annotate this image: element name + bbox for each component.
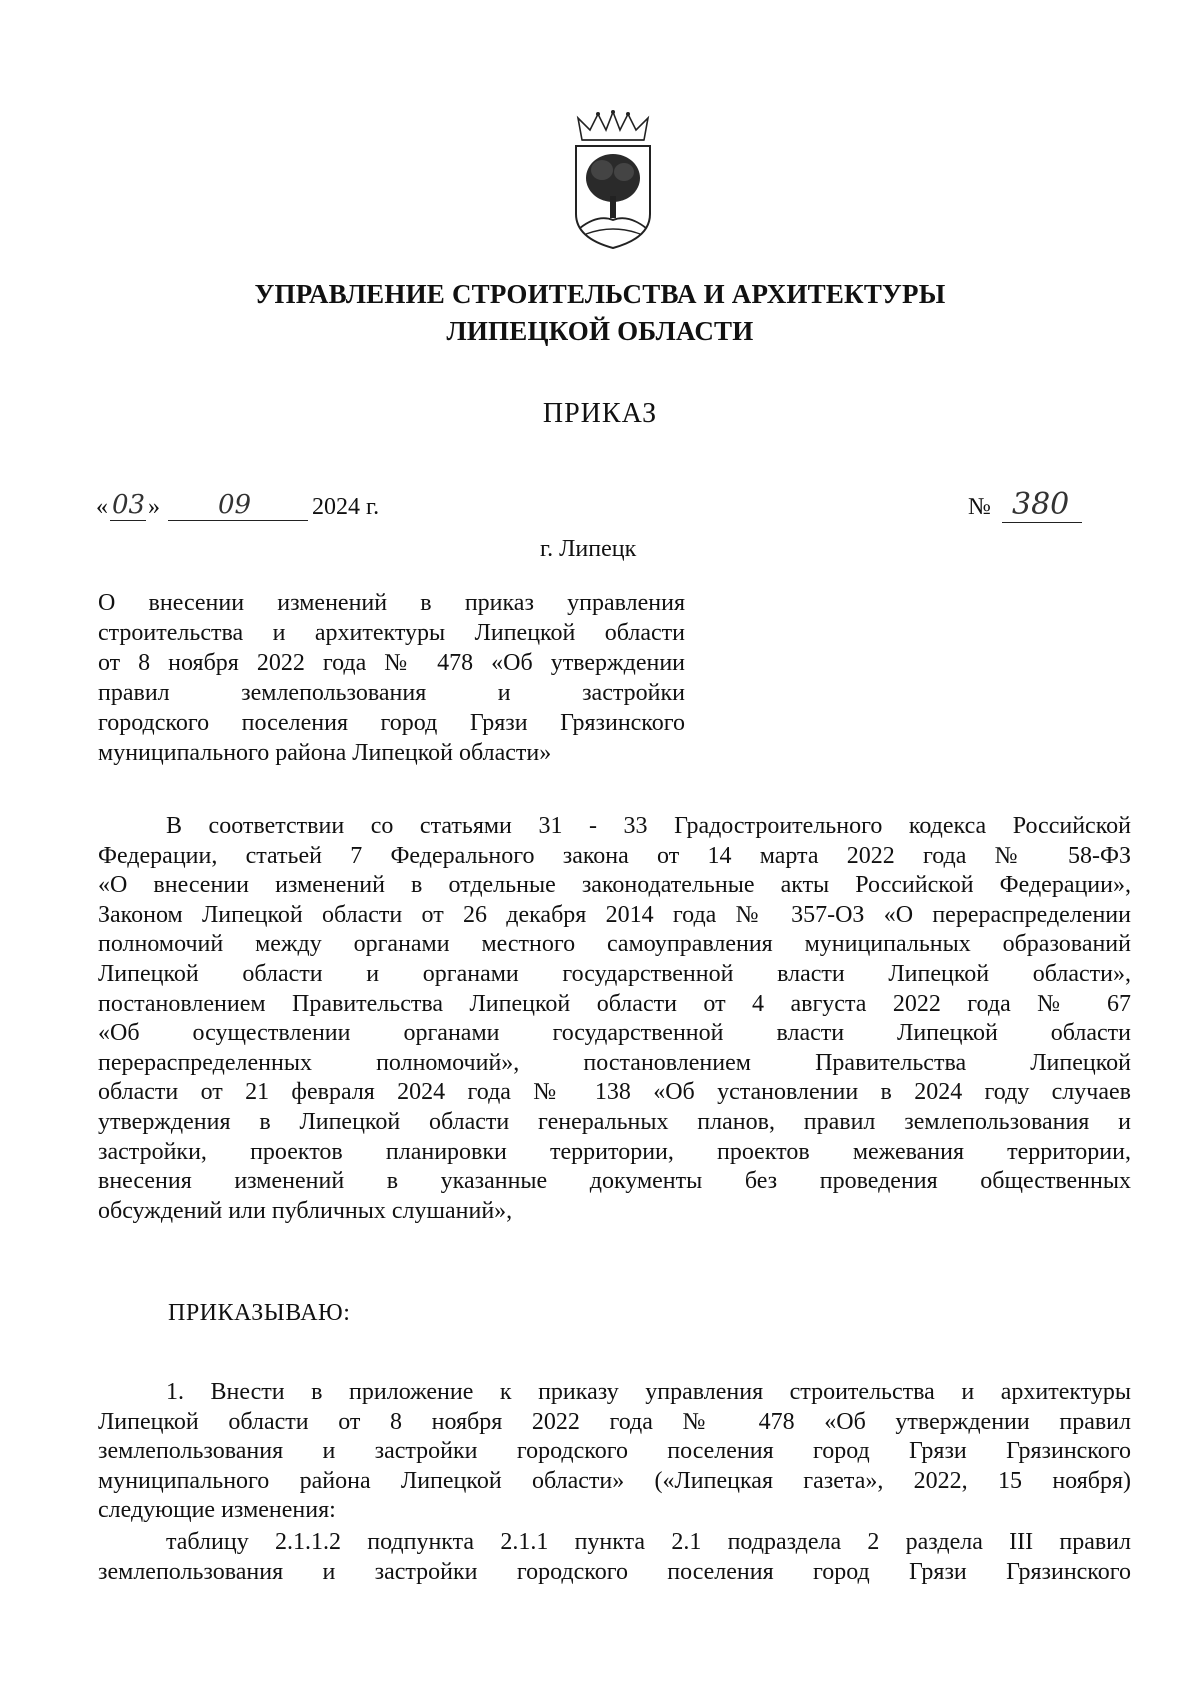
item-1 (98, 1378, 1131, 1526)
preamble-line: обсуждений или публичных слушаний», (98, 1197, 513, 1224)
number-underline (1002, 522, 1082, 523)
item-line: Липецкой области от 8 ноября 2022 года № 478 «Об утверждении правил (98, 1408, 1131, 1435)
number-sign: № (968, 494, 991, 520)
date-line (96, 490, 456, 530)
subject-line: строительства и архитектуры Липецкой области (98, 620, 685, 646)
subject-line: О внесении изменений в приказ управления (98, 590, 685, 616)
preamble-line: полномочий между органами местного самоуправления муниципальных образований (98, 931, 1131, 958)
subject-line: городского поселения город Грязи Грязинского (98, 710, 685, 736)
preamble-line: перераспределенных полномочий», постановлением Правительства Липецкой (98, 1049, 1131, 1076)
quote-open: « (96, 494, 108, 520)
quote-close: » (148, 494, 160, 520)
item-line: 1. Внести в приложение к приказу управления строительства и архитектуры (166, 1379, 1131, 1405)
city: г. Липецк (540, 536, 637, 562)
preamble (98, 812, 1131, 1226)
date-day: 03 (112, 490, 146, 520)
document-type: ПРИКАЗ (542, 398, 658, 429)
lipetsk-coat-of-arms-icon (568, 110, 658, 250)
order-word: ПРИКАЗЫВАЮ: (168, 1300, 351, 1326)
subject-line: от 8 ноября 2022 года № 478 «Об утверждении (98, 650, 685, 676)
preamble-line: внесения изменений в указанные документы без проведения общественных (98, 1168, 1131, 1195)
subject-line: правил землепользования и застройки (98, 680, 685, 706)
item-line: таблицу 2.1.1.2 подпункта 2.1.1 пункта 2.1 подраздела 2 раздела III правил (166, 1529, 1131, 1555)
org-line-1: УПРАВЛЕНИЕ СТРОИТЕЛЬСТВА И АРХИТЕКТУРЫ (254, 279, 946, 309)
number-value: 380 (1012, 487, 1070, 522)
preamble-line: утверждения в Липецкой области генеральных планов, правил землепользования и (98, 1108, 1131, 1135)
item-1-continuation (98, 1528, 1131, 1587)
date-month: 09 (218, 490, 252, 520)
preamble-line: В соответствии со статьями 31 - 33 Градостроительного кодекса Российской (166, 813, 1131, 839)
preamble-line: «Об осуществлении органами государственной власти Липецкой области (98, 1020, 1131, 1047)
organization-name (100, 276, 1100, 350)
item-line: следующие изменения: (98, 1497, 336, 1524)
preamble-line: области от 21 февраля 2024 года № 138 «Об установлении в 2024 году случаев (98, 1079, 1131, 1106)
preamble-line: Федерации, статьей 7 Федерального закона от 14 марта 2022 года № 58-ФЗ (98, 842, 1131, 869)
item-line: землепользования и застройки городского поселения город Грязи Грязинского (98, 1438, 1131, 1465)
preamble-line: Законом Липецкой области от 26 декабря 2014 года № 357-ОЗ «О перераспределении (98, 901, 1131, 928)
item-line: муниципального района Липецкой области» («Липецкая газета», 2022, 15 ноября) (98, 1467, 1131, 1494)
day-underline (110, 520, 146, 521)
preamble-line: Липецкой области и органами государственной власти Липецкой области», (98, 960, 1131, 987)
document-number (968, 487, 1118, 527)
document-subject (98, 588, 685, 768)
org-line-2: ЛИПЕЦКОЙ ОБЛАСТИ (446, 316, 754, 346)
month-underline (168, 520, 308, 521)
subject-line: муниципального района Липецкой области» (98, 740, 552, 766)
preamble-line: постановлением Правительства Липецкой области от 4 августа 2022 года № 67 (98, 990, 1131, 1017)
preamble-line: застройки, проектов планировки территории, проектов межевания территории, (98, 1138, 1131, 1165)
item-line: землепользования и застройки городского поселения город Грязи Грязинского (98, 1558, 1131, 1585)
date-year: 2024 г. (312, 494, 380, 520)
preamble-line: «О внесении изменений в отдельные законодательные акты Российской Федерации», (98, 872, 1131, 899)
